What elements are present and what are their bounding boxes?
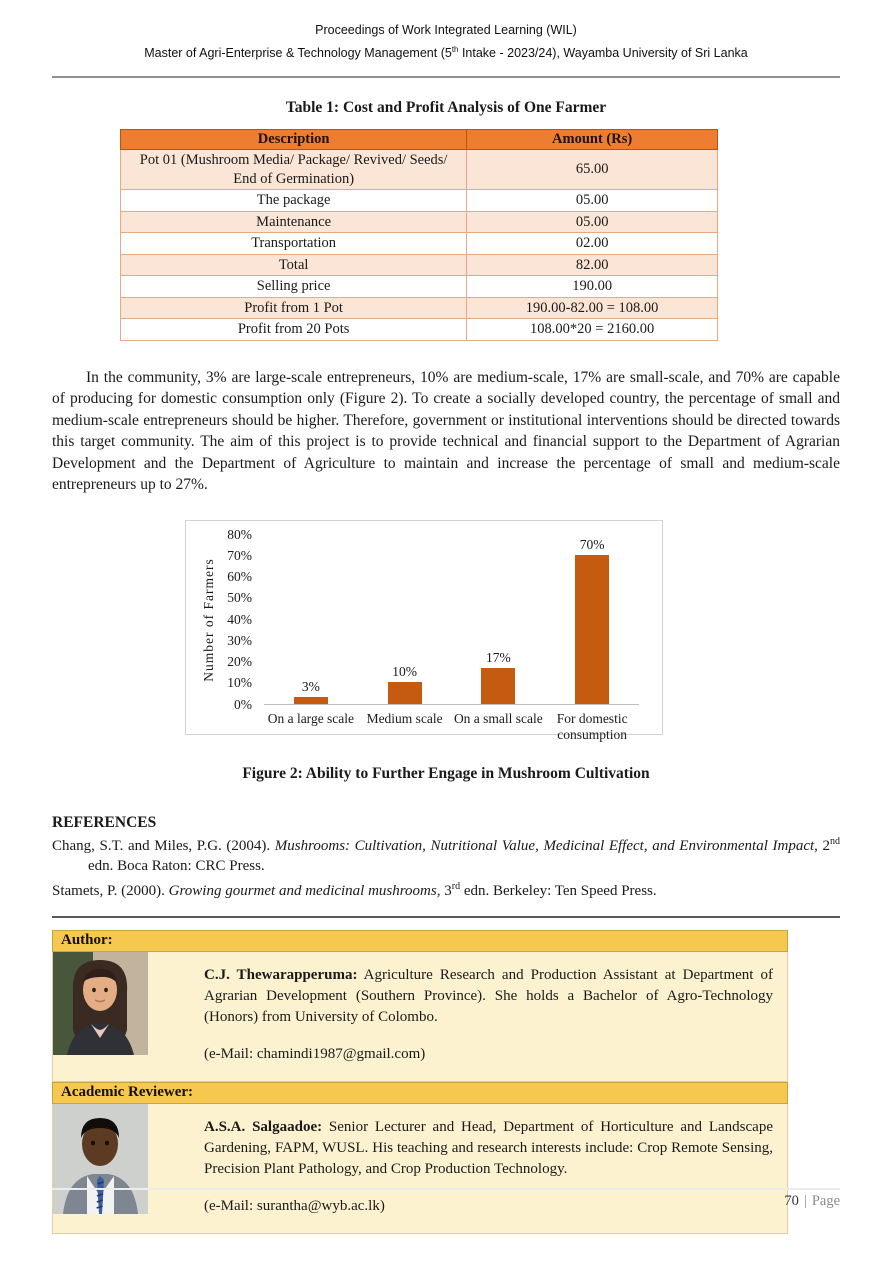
author-name: C.J. Thewarapperuma: (204, 967, 358, 984)
footer-rule (52, 1188, 840, 1190)
header-line-2: Master of Agri-Enterprise & Technology Management (5th Intake - 2023/24), Wayamba University of Sri Lanka (144, 45, 748, 61)
reviewer-name: A.S.A. Salgaadoe: (204, 1119, 323, 1136)
category-label: On a small scale (453, 710, 543, 726)
section-divider-rule (52, 916, 840, 918)
footer-page-number: 70 (784, 1193, 799, 1209)
category-label: For domestic consumption (556, 710, 628, 742)
table-row (121, 150, 718, 190)
cell-description: Pot 01 (Mushroom Media/ Package/ Revived/ Seeds/ End of Germination) (121, 150, 467, 190)
cell-amount: 82.00 (467, 254, 718, 276)
references-section (52, 814, 840, 902)
table-row (121, 190, 718, 212)
body-paragraph: In the community, 3% are large-scale entrepreneurs, 10% are medium-scale, 17% are small-scale, and 70% are capable of producing for domestic consumption only (Figure 2). To create a socially developed country, the percentage of small and medium-scale entrepreneurs should be higher. Therefore, government or institutional interventions should be directed towards this target community. The aim of this project is to provide technical and financial support to the Department of Agrarian Development and the Department of Agriculture to maintain and increase the percentage of small and medium-scale entrepreneurs up to 27%. (52, 368, 840, 494)
bar (575, 555, 609, 704)
page-footer (784, 1193, 840, 1210)
table-row (121, 254, 718, 276)
table-row (121, 233, 718, 255)
page-header (52, 0, 840, 63)
y-tick-label: 40% (227, 611, 252, 627)
cell-description: Maintenance (121, 211, 467, 233)
bar-group (358, 535, 452, 704)
table-row (121, 211, 718, 233)
reviewer-bio-text: A.S.A. Salgaadoe: Senior Lecturer and Head, Department of Horticulture and Landscape Gardening, FAPM, WUSL. His teaching and research interests include: Crop Remote Sensing, Precision Plant Pathology, and Crop Production Technology. (204, 1119, 773, 1178)
author-email: (e-Mail: chamindi1987@gmail.com) (204, 1046, 426, 1063)
y-tick-label: 10% (227, 675, 252, 691)
bar-group (264, 535, 358, 704)
y-axis-title: Number of Farmers (201, 557, 216, 682)
footer-page-label: Page (811, 1193, 840, 1209)
figure-2-bar-chart (185, 520, 663, 742)
table-row (121, 319, 718, 341)
cell-amount: 02.00 (467, 233, 718, 255)
table-header-row (121, 130, 718, 150)
author-bio (204, 965, 773, 1069)
reference-item: Chang, S.T. and Miles, P.G. (2004). Mushrooms: Cultivation, Nutritional Value, Medicinal Effect, and Environmental Impact, 2nd edn. Boca Raton: CRC Press. (52, 835, 840, 875)
cell-amount: 190.00 (467, 276, 718, 298)
y-tick-label: 30% (227, 632, 252, 648)
author-box-body (52, 952, 788, 1082)
chart-categories (264, 711, 639, 743)
y-axis-ticks (186, 526, 256, 712)
references-heading: REFERENCES (52, 813, 157, 831)
bar-data-label: 17% (486, 649, 511, 665)
y-tick-label: 0% (234, 696, 252, 712)
bar (481, 668, 515, 704)
cell-description: Selling price (121, 276, 467, 298)
chart-plot (264, 535, 639, 705)
bar-group (452, 535, 546, 704)
y-tick-label: 20% (227, 654, 252, 670)
cost-profit-table (120, 129, 718, 341)
reviewer-box-header: Academic Reviewer: (52, 1082, 788, 1104)
cell-amount: 108.00*20 = 2160.00 (467, 319, 718, 341)
y-tick-label: 50% (227, 590, 252, 606)
cell-description: Total (121, 254, 467, 276)
author-bio-text: C.J. Thewarapperuma: Agriculture Research and Production Assistant at Department of Agrarian Development (Southern Province). She holds a Bachelor of Agro-Technology (Honors) from University of Colombo. (204, 967, 773, 1026)
column-header-amount: Amount (Rs) (467, 130, 718, 150)
figure-caption: Figure 2: Ability to Further Engage in Mushroom Cultivation (242, 764, 650, 782)
header-rule (52, 76, 840, 78)
footer-separator: | (803, 1193, 807, 1209)
reviewer-photo (53, 1104, 148, 1214)
cell-amount: 65.00 (467, 150, 718, 190)
bar-group (545, 535, 639, 704)
column-header-description: Description (121, 130, 467, 150)
table-row (121, 276, 718, 298)
table-row (121, 297, 718, 319)
cell-amount: 190.00-82.00 = 108.00 (467, 297, 718, 319)
author-photo (53, 952, 148, 1055)
bar (294, 697, 328, 703)
bar (388, 682, 422, 703)
bar-data-label: 3% (301, 679, 320, 695)
header-line-1: Proceedings of Work Integrated Learning (WIL) (315, 23, 577, 37)
author-box-header: Author: (52, 930, 788, 952)
table-title: Table 1: Cost and Profit Analysis of One Farmer (285, 99, 607, 117)
y-tick-label: 80% (227, 526, 252, 542)
cell-description: The package (121, 190, 467, 212)
reviewer-email: (e-Mail: surantha@wyb.ac.lk) (204, 1198, 385, 1215)
category-label: On a large scale (267, 710, 355, 726)
cell-amount: 05.00 (467, 190, 718, 212)
cell-description: Profit from 1 Pot (121, 297, 467, 319)
y-tick-label: 70% (227, 547, 252, 563)
y-tick-label: 60% (227, 569, 252, 585)
cell-amount: 05.00 (467, 211, 718, 233)
cell-description: Transportation (121, 233, 467, 255)
cell-description: Profit from 20 Pots (121, 319, 467, 341)
bar-data-label: 70% (579, 536, 605, 552)
category-label: Medium scale (366, 710, 443, 726)
reviewer-bio (204, 1117, 773, 1221)
bar-data-label: 10% (392, 664, 417, 680)
reference-item: Stamets, P. (2000). Growing gourmet and medicinal mushrooms, 3rd edn. Berkeley: Ten Speed Press. (52, 880, 657, 899)
reviewer-box-body (52, 1104, 788, 1234)
